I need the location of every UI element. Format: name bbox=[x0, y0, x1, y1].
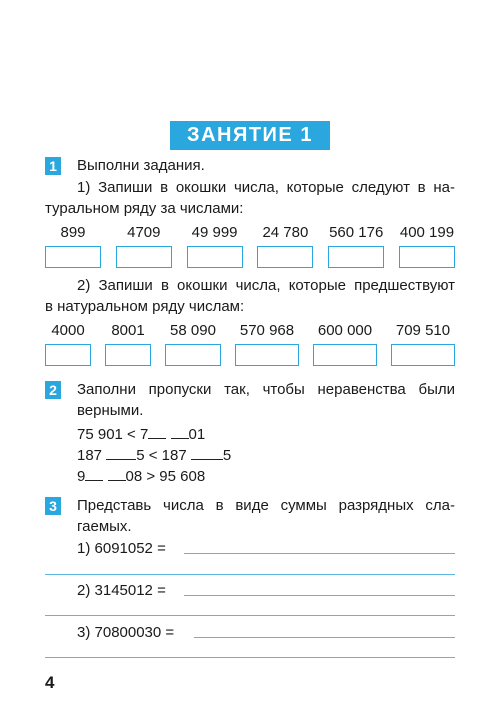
answer-box[interactable] bbox=[257, 246, 313, 268]
answer-row-2 bbox=[45, 321, 455, 366]
given-number: 24 780 bbox=[262, 224, 309, 241]
task-number-badge: 2 bbox=[45, 381, 61, 399]
given-number: 709 510 bbox=[395, 322, 451, 339]
answer-box[interactable] bbox=[165, 344, 221, 366]
number-cell bbox=[165, 321, 221, 366]
fill-blank[interactable] bbox=[108, 468, 126, 481]
inequality-3 bbox=[77, 468, 205, 486]
task2-text-cont: верными. bbox=[77, 402, 144, 419]
fill-blank[interactable] bbox=[148, 426, 166, 439]
number-cell bbox=[391, 321, 455, 366]
answer-box[interactable] bbox=[45, 344, 91, 366]
answer-box[interactable] bbox=[45, 246, 101, 268]
number-cell bbox=[399, 223, 455, 268]
number-cell bbox=[187, 223, 243, 268]
given-number: 4000 bbox=[51, 322, 85, 339]
fill-blank[interactable] bbox=[106, 447, 136, 460]
inequality-text: 187 bbox=[77, 447, 103, 464]
task3-text: Представь числа в виде суммы разрядных сла- bbox=[77, 497, 455, 514]
answer-box[interactable] bbox=[116, 246, 172, 268]
answer-box[interactable] bbox=[187, 246, 243, 268]
given-number: 570 968 bbox=[239, 322, 295, 339]
task2-text: Заполни пропуски так, чтобы неравенства были bbox=[77, 381, 455, 398]
number-cell bbox=[105, 321, 151, 366]
inequality-1 bbox=[77, 426, 205, 444]
given-number: 58 090 bbox=[170, 322, 216, 339]
answer-line[interactable] bbox=[45, 615, 455, 616]
given-number: 560 176 bbox=[329, 224, 384, 241]
answer-box[interactable] bbox=[328, 246, 384, 268]
number-cell bbox=[257, 223, 313, 268]
task1-part2-text: 2) Запиши в окошки числа, которые предшествуют bbox=[77, 277, 455, 294]
answer-box[interactable] bbox=[105, 344, 151, 366]
answer-row-1 bbox=[45, 223, 455, 268]
task-number-badge: 3 bbox=[45, 497, 61, 515]
inequality-text: 5 < 187 bbox=[136, 447, 187, 464]
fill-blank[interactable] bbox=[191, 447, 223, 460]
sum-item-label: 2) 3145012 = bbox=[77, 582, 166, 599]
answer-line[interactable] bbox=[194, 637, 455, 638]
number-cell bbox=[116, 223, 172, 268]
inequality-text: 9 bbox=[77, 468, 86, 485]
answer-box[interactable] bbox=[399, 246, 455, 268]
given-number: 600 000 bbox=[317, 322, 373, 339]
inequality-text: 01 bbox=[188, 426, 206, 443]
answer-box[interactable] bbox=[235, 344, 299, 366]
given-number: 49 999 bbox=[191, 224, 238, 241]
task-number-badge: 1 bbox=[45, 157, 61, 175]
task1-part1-text-cont: туральном ряду за числами: bbox=[45, 200, 244, 217]
inequality-text: 08 > 95 608 bbox=[125, 468, 206, 485]
number-cell bbox=[45, 223, 101, 268]
answer-box[interactable] bbox=[313, 344, 377, 366]
inequality-text: 5 bbox=[222, 447, 232, 464]
answer-line[interactable] bbox=[184, 595, 455, 596]
fill-blank[interactable] bbox=[171, 426, 189, 439]
number-cell bbox=[45, 321, 91, 366]
lesson-title: ЗАНЯТИЕ 1 bbox=[170, 121, 330, 150]
number-cell bbox=[328, 223, 384, 268]
sum-item-label: 3) 70800030 = bbox=[77, 624, 175, 641]
given-number: 4709 bbox=[127, 224, 161, 241]
number-cell bbox=[313, 321, 377, 366]
sum-item-label: 1) 6091052 = bbox=[77, 540, 166, 557]
fill-blank[interactable] bbox=[85, 468, 103, 481]
task1-part1-text: 1) Запиши в окошки числа, которые следуют в на- bbox=[77, 179, 455, 196]
given-number: 899 bbox=[60, 224, 86, 241]
answer-line[interactable] bbox=[45, 574, 455, 575]
inequality-text: 75 901 < 7 bbox=[77, 426, 149, 443]
number-cell bbox=[235, 321, 299, 366]
given-number: 400 199 bbox=[399, 224, 455, 241]
page-number: 4 bbox=[45, 673, 55, 692]
answer-box[interactable] bbox=[391, 344, 455, 366]
task1-heading: Выполни задания. bbox=[77, 157, 205, 174]
inequality-2 bbox=[77, 447, 231, 465]
answer-line[interactable] bbox=[184, 553, 455, 554]
task1-part2-text-cont: в натуральном ряду числам: bbox=[45, 298, 245, 315]
answer-line[interactable] bbox=[45, 657, 455, 658]
task3-text-cont: гаемых. bbox=[77, 518, 132, 535]
given-number: 8001 bbox=[111, 322, 145, 339]
